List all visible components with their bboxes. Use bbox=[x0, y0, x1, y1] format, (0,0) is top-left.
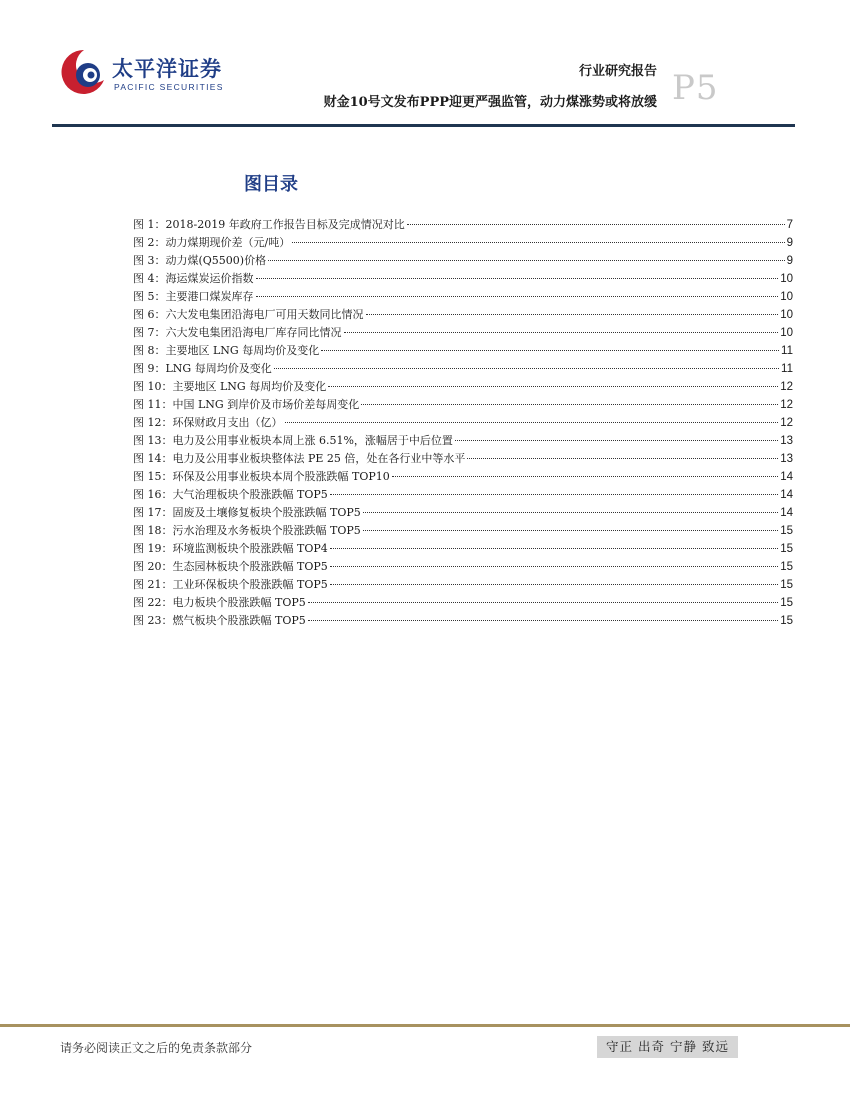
dot-leader bbox=[366, 314, 779, 315]
toc-entry[interactable] bbox=[133, 396, 793, 414]
figure-list bbox=[133, 216, 793, 630]
dot-leader bbox=[392, 476, 778, 477]
dot-leader bbox=[330, 548, 778, 549]
dot-leader bbox=[268, 260, 785, 261]
dot-leader bbox=[467, 458, 778, 459]
toc-entry[interactable] bbox=[133, 540, 793, 558]
dot-leader bbox=[344, 332, 779, 333]
toc-entry[interactable] bbox=[133, 270, 793, 288]
toc-entry[interactable] bbox=[133, 324, 793, 342]
toc-entry-label: 图 14：电力及公用事业板块整体法 PE 25 倍，处在各行业中等水平 bbox=[133, 452, 466, 465]
toc-entry-page: 15 bbox=[780, 597, 793, 609]
toc-entry-label: 图 8：主要地区 LNG 每周均价及变化 bbox=[133, 344, 320, 357]
document-type: 行业研究报告 bbox=[578, 64, 657, 79]
toc-entry[interactable] bbox=[133, 486, 793, 504]
company-motto: 守正 出奇 宁静 致远 bbox=[597, 1036, 738, 1058]
brand-name-en: PACIFIC SECURITIES bbox=[114, 82, 224, 92]
toc-entry[interactable] bbox=[133, 252, 793, 270]
toc-entry-page: 15 bbox=[780, 525, 793, 537]
dot-leader bbox=[292, 242, 784, 243]
toc-entry-label: 图 20：生态园林板块个股涨跌幅 TOP5 bbox=[133, 560, 328, 573]
toc-entry[interactable] bbox=[133, 342, 793, 360]
dot-leader bbox=[330, 566, 778, 567]
toc-entry-label: 图 6：六大发电集团沿海电厂可用天数同比情况 bbox=[133, 308, 364, 321]
dot-leader bbox=[256, 296, 779, 297]
toc-entry[interactable] bbox=[133, 360, 793, 378]
toc-entry[interactable] bbox=[133, 504, 793, 522]
toc-entry-label: 图 22：电力板块个股涨跌幅 TOP5 bbox=[133, 596, 306, 609]
toc-entry[interactable] bbox=[133, 432, 793, 450]
toc-entry-page: 12 bbox=[780, 417, 793, 429]
dot-leader bbox=[361, 404, 778, 405]
toc-title: 图目录 bbox=[244, 174, 298, 195]
toc-entry-page: 10 bbox=[780, 291, 793, 303]
dot-leader bbox=[308, 602, 778, 603]
toc-entry-label: 图 15：环保及公用事业板块本周个股涨跌幅 TOP10 bbox=[133, 470, 390, 483]
toc-entry[interactable] bbox=[133, 468, 793, 486]
toc-entry[interactable] bbox=[133, 216, 793, 234]
dot-leader bbox=[256, 278, 779, 279]
toc-entry-label: 图 3：动力煤(Q5500)价格 bbox=[133, 254, 267, 267]
toc-entry-page: 10 bbox=[780, 327, 793, 339]
toc-entry[interactable] bbox=[133, 234, 793, 252]
toc-entry-page: 13 bbox=[780, 435, 793, 447]
dot-leader bbox=[330, 494, 778, 495]
pacific-securities-logo-icon bbox=[60, 44, 108, 104]
toc-entry-page: 15 bbox=[780, 543, 793, 555]
dot-leader bbox=[330, 584, 778, 585]
toc-entry-label: 图 11：中国 LNG 到岸价及市场价差每周变化 bbox=[133, 398, 360, 411]
toc-entry[interactable] bbox=[133, 576, 793, 594]
brand-logo bbox=[60, 44, 260, 104]
toc-entry-label: 图 17：固废及土壤修复板块个股涨跌幅 TOP5 bbox=[133, 506, 361, 519]
toc-entry[interactable] bbox=[133, 378, 793, 396]
dot-leader bbox=[407, 224, 785, 225]
toc-entry-page: 13 bbox=[780, 453, 793, 465]
dot-leader bbox=[321, 350, 779, 351]
toc-entry-page: 10 bbox=[780, 309, 793, 321]
toc-entry-page: 9 bbox=[786, 237, 793, 249]
dot-leader bbox=[455, 440, 778, 441]
disclaimer-note: 请务必阅读正文之后的免责条款部分 bbox=[60, 1041, 253, 1055]
dot-leader bbox=[308, 620, 778, 621]
toc-entry[interactable] bbox=[133, 306, 793, 324]
dot-leader bbox=[274, 368, 779, 369]
toc-entry-page: 12 bbox=[780, 381, 793, 393]
toc-entry[interactable] bbox=[133, 558, 793, 576]
brand-name-cn: 太平洋证券 bbox=[112, 57, 222, 81]
toc-entry-label: 图 23：燃气板块个股涨跌幅 TOP5 bbox=[133, 614, 306, 627]
toc-entry-label: 图 5：主要港口煤炭库存 bbox=[133, 290, 254, 303]
toc-entry-label: 图 18：污水治理及水务板块个股涨跌幅 TOP5 bbox=[133, 524, 361, 537]
toc-entry[interactable] bbox=[133, 522, 793, 540]
toc-entry-page: 7 bbox=[786, 219, 793, 231]
toc-entry-label: 图 7：六大发电集团沿海电厂库存同比情况 bbox=[133, 326, 342, 339]
toc-entry-label: 图 10：主要地区 LNG 每周均价及变化 bbox=[133, 380, 327, 393]
toc-entry-page: 14 bbox=[780, 489, 793, 501]
dot-leader bbox=[328, 386, 778, 387]
toc-entry[interactable] bbox=[133, 414, 793, 432]
dot-leader bbox=[285, 422, 779, 423]
toc-entry[interactable] bbox=[133, 594, 793, 612]
toc-entry-page: 15 bbox=[780, 561, 793, 573]
toc-entry-label: 图 2：动力煤期现价差（元/吨） bbox=[133, 236, 291, 249]
toc-entry-page: 10 bbox=[780, 273, 793, 285]
toc-entry-label: 图 9：LNG 每周均价及变化 bbox=[133, 362, 272, 375]
toc-entry-page: 11 bbox=[781, 363, 793, 375]
header-divider bbox=[52, 124, 795, 127]
toc-entry-label: 图 13：电力及公用事业板块本周上涨 6.51%，涨幅居于中后位置 bbox=[133, 434, 453, 447]
report-title: 财金10号文发布PPP迎更严强监管，动力煤涨势或将放缓 bbox=[323, 95, 657, 110]
toc-entry-label: 图 1：2018-2019 年政府工作报告目标及完成情况对比 bbox=[133, 218, 405, 231]
toc-entry-page: 14 bbox=[780, 507, 793, 519]
toc-entry-page: 15 bbox=[780, 579, 793, 591]
toc-entry-label: 图 16：大气治理板块个股涨跌幅 TOP5 bbox=[133, 488, 328, 501]
toc-entry[interactable] bbox=[133, 612, 793, 630]
toc-entry-page: 14 bbox=[780, 471, 793, 483]
toc-entry[interactable] bbox=[133, 288, 793, 306]
toc-entry-label: 图 12：环保财政月支出（亿） bbox=[133, 416, 283, 429]
page-number: P5 bbox=[672, 68, 719, 108]
toc-entry-label: 图 21：工业环保板块个股涨跌幅 TOP5 bbox=[133, 578, 328, 591]
toc-entry[interactable] bbox=[133, 450, 793, 468]
toc-entry-page: 15 bbox=[780, 615, 793, 627]
toc-entry-page: 12 bbox=[780, 399, 793, 411]
toc-entry-page: 9 bbox=[786, 255, 793, 267]
toc-entry-page: 11 bbox=[781, 345, 793, 357]
dot-leader bbox=[363, 530, 778, 531]
toc-entry-label: 图 4：海运煤炭运价指数 bbox=[133, 272, 254, 285]
dot-leader bbox=[363, 512, 778, 513]
toc-entry-label: 图 19：环境监测板块个股涨跌幅 TOP4 bbox=[133, 542, 328, 555]
footer-divider bbox=[0, 1024, 850, 1027]
